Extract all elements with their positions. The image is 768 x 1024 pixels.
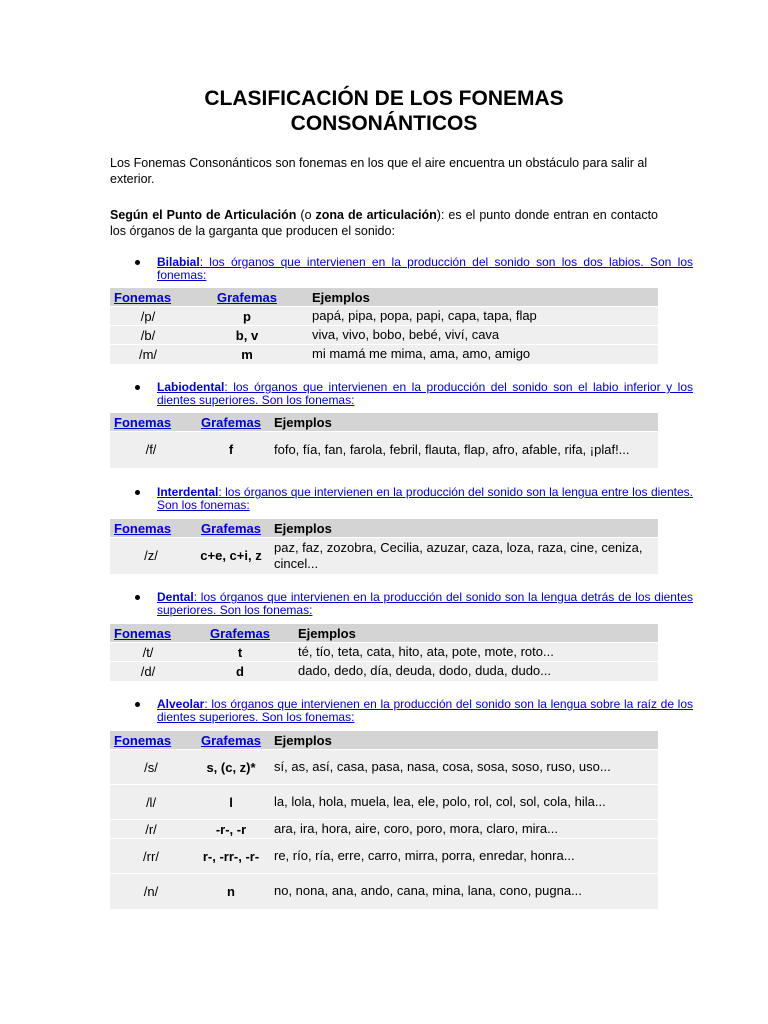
fonema-cell: /l/: [110, 785, 192, 820]
ejemplos-cell: fofo, fía, fan, farola, febril, flauta, flap, afro, afable, rifa, ¡plaf!...: [270, 432, 658, 468]
header-fonemas[interactable]: Fonemas: [110, 624, 186, 643]
ejemplos-cell: mi mamá me mima, ama, amo, amigo: [308, 345, 658, 364]
punto-rest: ): es el punto donde entran en contacto los órganos de la garganta que producen el sonido:: [110, 208, 658, 238]
table-row: [110, 750, 658, 785]
punto-paren: (o: [296, 208, 316, 222]
grafema-cell: t: [186, 643, 294, 662]
grafema-cell: s, (c, z)*: [192, 750, 270, 785]
title-line-1: CLASIFICACIÓN DE LOS FONEMAS: [204, 87, 564, 110]
labiodental-desc: : los órganos que intervienen en la producción del sonido son el labio inferior y los dientes superiores. Son los fonemas:: [157, 380, 693, 407]
header-fonemas[interactable]: Fonemas: [110, 731, 192, 750]
ejemplos-cell: té, tío, teta, cata, hito, ata, pote, mote, roto...: [294, 643, 658, 662]
table-row: [110, 307, 658, 326]
header-fonemas[interactable]: Fonemas: [110, 288, 186, 307]
ejemplos-cell: la, lola, hola, muela, lea, ele, polo, rol, col, sol, cola, hila...: [270, 785, 658, 820]
table-row: [110, 538, 658, 574]
zona-bold: zona de articulación: [315, 208, 437, 222]
header-grafemas[interactable]: Grafemas: [192, 413, 270, 432]
grafema-cell: p: [186, 307, 308, 326]
fonema-cell: /z/: [110, 538, 192, 574]
table-row: [110, 662, 658, 681]
table-row: [110, 874, 658, 909]
table-row: [110, 432, 658, 468]
ejemplos-cell: viva, vivo, bobo, bebé, viví, cava: [308, 326, 658, 345]
table-row: [110, 326, 658, 345]
alveolar-table: [110, 731, 658, 909]
bilabial-desc: : los órganos que intervienen en la producción del sonido son los dos labios. Son los fonemas:: [157, 255, 693, 282]
title-line-2: CONSONÁNTICOS: [290, 112, 478, 135]
fonema-cell: /d/: [110, 662, 186, 681]
interdental-name: Interdental: [157, 485, 219, 499]
ejemplos-cell: sí, as, así, casa, pasa, nasa, cosa, sosa, soso, ruso, uso...: [270, 750, 658, 785]
header-grafemas[interactable]: Grafemas: [192, 519, 270, 538]
punto-bold: Según el Punto de Articulación: [110, 208, 297, 222]
fonema-cell: /s/: [110, 750, 192, 785]
header-grafemas[interactable]: Grafemas: [192, 731, 270, 750]
interdental-table: [110, 519, 658, 574]
interdental-link[interactable]: [157, 486, 693, 512]
bilabial-table: [110, 288, 658, 364]
intro-paragraph: Los Fonemas Consonánticos son fonemas en los que el aire encuentra un obstáculo para salir al exterior.: [110, 156, 648, 186]
grafema-cell: l: [192, 785, 270, 820]
bilabial-name: Bilabial: [157, 255, 200, 269]
fonema-cell: /b/: [110, 326, 186, 345]
grafema-cell: r-, -rr-, -r-: [192, 839, 270, 874]
ejemplos-cell: ara, ira, hora, aire, coro, poro, mora, claro, mira...: [270, 820, 658, 839]
fonema-cell: /p/: [110, 307, 186, 326]
interdental-desc: : los órganos que intervienen en la producción del sonido son la lengua entre los dientes. Son los fonemas:: [157, 485, 693, 512]
table-row: [110, 345, 658, 364]
bullet-icon: [135, 490, 140, 495]
table-row: [110, 785, 658, 820]
ejemplos-cell: dado, dedo, día, deuda, dodo, duda, dudo...: [294, 662, 658, 681]
alveolar-desc: : los órganos que intervienen en la producción del sonido son la lengua sobre la raíz de los dientes superiores. Son los fonemas:: [157, 697, 693, 724]
fonema-cell: /r/: [110, 820, 192, 839]
dental-link[interactable]: [157, 591, 693, 617]
table-row: [110, 643, 658, 662]
grafema-cell: m: [186, 345, 308, 364]
grafema-cell: d: [186, 662, 294, 681]
bullet-icon: [135, 385, 140, 390]
header-fonemas[interactable]: Fonemas: [110, 413, 192, 432]
labiodental-link[interactable]: [157, 381, 693, 407]
header-ejemplos: Ejemplos: [294, 624, 658, 643]
fonema-cell: /t/: [110, 643, 186, 662]
header-grafemas[interactable]: Grafemas: [186, 288, 308, 307]
bullet-icon: [135, 595, 140, 600]
dental-desc: : los órganos que intervienen en la producción del sonido son la lengua detrás de los dientes superiores. Son los fonemas:: [157, 590, 693, 617]
table-row: [110, 820, 658, 839]
dental-table: [110, 624, 658, 681]
page-title: [0, 86, 768, 136]
header-fonemas[interactable]: Fonemas: [110, 519, 192, 538]
ejemplos-cell: paz, faz, zozobra, Cecilia, azuzar, caza, loza, raza, cine, ceniza, cincel...: [270, 538, 658, 574]
alveolar-link[interactable]: [157, 698, 693, 724]
fonema-cell: /n/: [110, 874, 192, 909]
header-grafemas[interactable]: Grafemas: [186, 624, 294, 643]
grafema-cell: b, v: [186, 326, 308, 345]
grafema-cell: f: [192, 432, 270, 468]
grafema-cell: c+e, c+i, z: [192, 538, 270, 574]
alveolar-name: Alveolar: [157, 697, 205, 711]
bullet-icon: [135, 702, 140, 707]
punto-articulacion-paragraph: [110, 207, 658, 239]
ejemplos-cell: papá, pipa, popa, papi, capa, tapa, flap: [308, 307, 658, 326]
dental-name: Dental: [157, 590, 194, 604]
header-ejemplos: Ejemplos: [270, 519, 658, 538]
bilabial-link[interactable]: [157, 256, 693, 282]
fonema-cell: /rr/: [110, 839, 192, 874]
bullet-icon: [135, 260, 140, 265]
labiodental-table: [110, 413, 658, 468]
ejemplos-cell: no, nona, ana, ando, cana, mina, lana, cono, pugna...: [270, 874, 658, 909]
grafema-cell: -r-, -r: [192, 820, 270, 839]
fonema-cell: /m/: [110, 345, 186, 364]
ejemplos-cell: re, río, ría, erre, carro, mirra, porra, enredar, honra...: [270, 839, 658, 874]
header-ejemplos: Ejemplos: [270, 731, 658, 750]
table-row: [110, 839, 658, 874]
labiodental-name: Labiodental: [157, 380, 225, 394]
grafema-cell: n: [192, 874, 270, 909]
header-ejemplos: Ejemplos: [270, 413, 658, 432]
header-ejemplos: Ejemplos: [308, 288, 658, 307]
fonema-cell: /f/: [110, 432, 192, 468]
